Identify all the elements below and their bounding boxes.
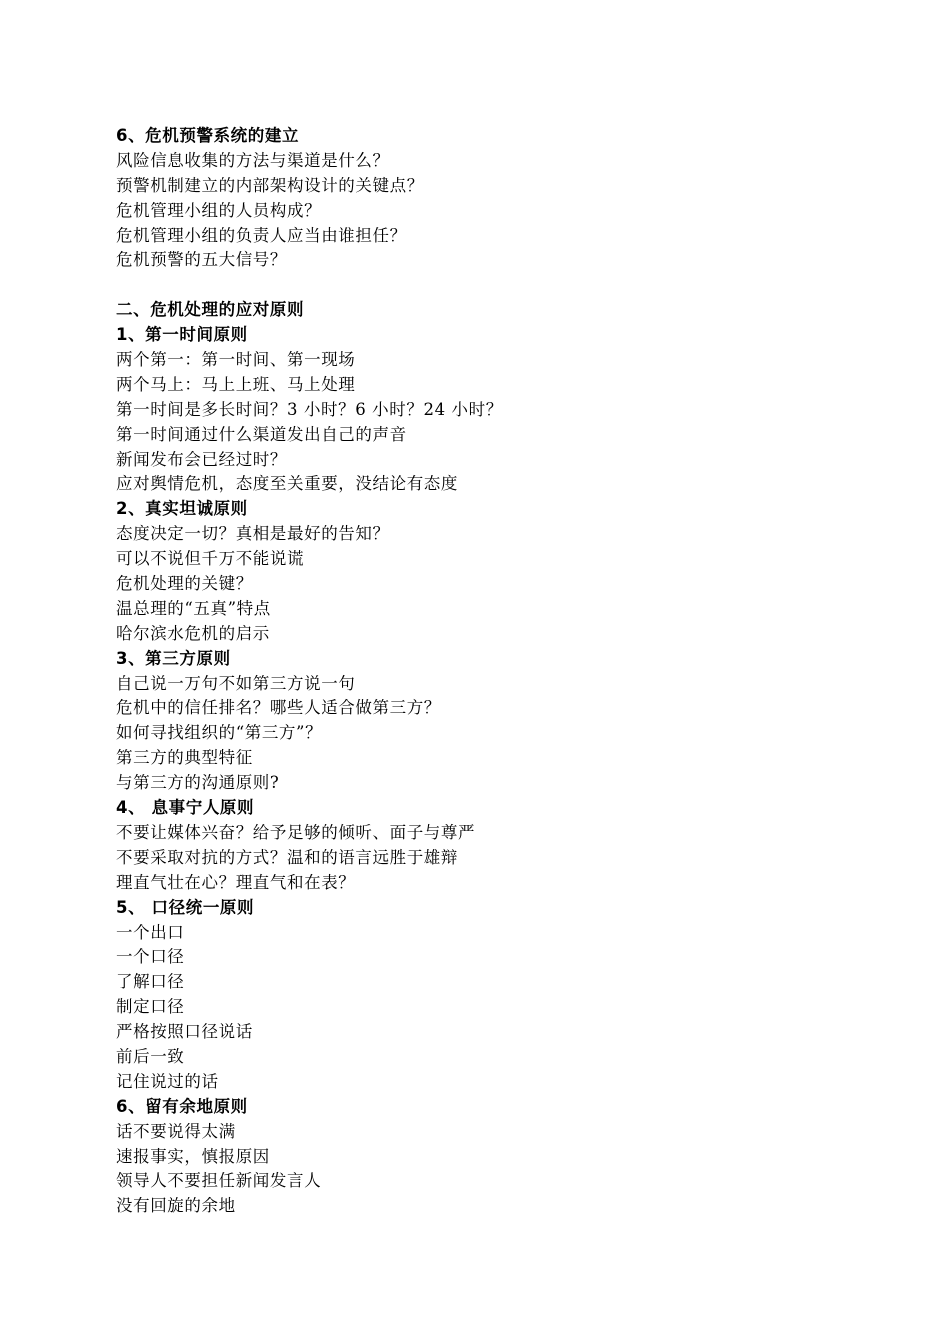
list-item: 应对舆情危机，态度至关重要，没结论有态度: [116, 474, 458, 494]
principle-heading: 6、留有余地原则: [116, 1096, 248, 1116]
list-item: 危机处理的关键？: [116, 574, 253, 594]
list-item: 第三方的典型特征: [116, 748, 253, 768]
list-item: 危机管理小组的人员构成？: [116, 200, 322, 220]
list-item: 如何寻找组织的“第三方”？: [116, 723, 323, 743]
list-item: 自己说一万句不如第三方说一句: [116, 673, 356, 693]
document-page: [116, 124, 876, 1219]
list-item: 预警机制建立的内部架构设计的关键点？: [116, 175, 424, 195]
list-item: 了解口径: [116, 972, 185, 992]
principle-heading: 5、 口径统一原则: [116, 897, 255, 917]
list-item: 风险信息收集的方法与渠道是什么？: [116, 150, 390, 170]
list-item: 不要让媒体兴奋？给予足够的倾听、面子与尊严: [116, 822, 476, 842]
list-item: 可以不说但千万不能说谎: [116, 549, 305, 569]
list-item: 不要采取对抗的方式？温和的语言远胜于雄辩: [116, 847, 458, 867]
list-item: 记住说过的话: [116, 1071, 219, 1091]
list-item: 新闻发布会已经过时？: [116, 449, 287, 469]
list-item: 危机预警的五大信号？: [116, 250, 287, 270]
list-item: 第一时间是多长时间？3 小时？6 小时？24 小时？: [116, 399, 503, 419]
principle-heading: 3、第三方原则: [116, 648, 231, 668]
list-item: 危机中的信任排名？哪些人适合做第三方？: [116, 698, 441, 718]
list-item: 没有回旋的余地: [116, 1196, 236, 1216]
blank-line: [116, 273, 876, 298]
list-item: 哈尔滨水危机的启示: [116, 623, 270, 643]
list-item: 领导人不要担任新闻发言人: [116, 1171, 322, 1191]
list-item: 速报事实，慎报原因: [116, 1146, 270, 1166]
list-item: 一个出口: [116, 922, 185, 942]
list-item: 制定口径: [116, 997, 185, 1017]
list-item: 一个口径: [116, 947, 185, 967]
list-item: 第一时间通过什么渠道发出自己的声音: [116, 424, 407, 444]
list-item: 严格按照口径说话: [116, 1022, 253, 1042]
list-item: 两个马上：马上上班、马上处理: [116, 374, 356, 394]
list-item: 危机管理小组的负责人应当由谁担任？: [116, 225, 407, 245]
list-item: 理直气壮在心？理直气和在表？: [116, 872, 356, 892]
list-item: 话不要说得太满: [116, 1121, 236, 1141]
list-item: 与第三方的沟通原则?: [116, 773, 280, 793]
principle-heading: 2、真实坦诚原则: [116, 499, 248, 519]
list-item: 温总理的“五真”特点: [116, 598, 271, 618]
part-heading-response-principles: 二、危机处理的应对原则: [116, 300, 305, 320]
principle-heading: 4、 息事宁人原则: [116, 798, 255, 818]
list-item: 态度决定一切？真相是最好的告知？: [116, 524, 390, 544]
list-item: 前后一致: [116, 1046, 185, 1066]
section-heading-early-warning: 6、危机预警系统的建立: [116, 126, 300, 145]
list-item: 两个第一：第一时间、第一现场: [116, 350, 356, 370]
principle-heading: 1、第一时间原则: [116, 325, 248, 345]
